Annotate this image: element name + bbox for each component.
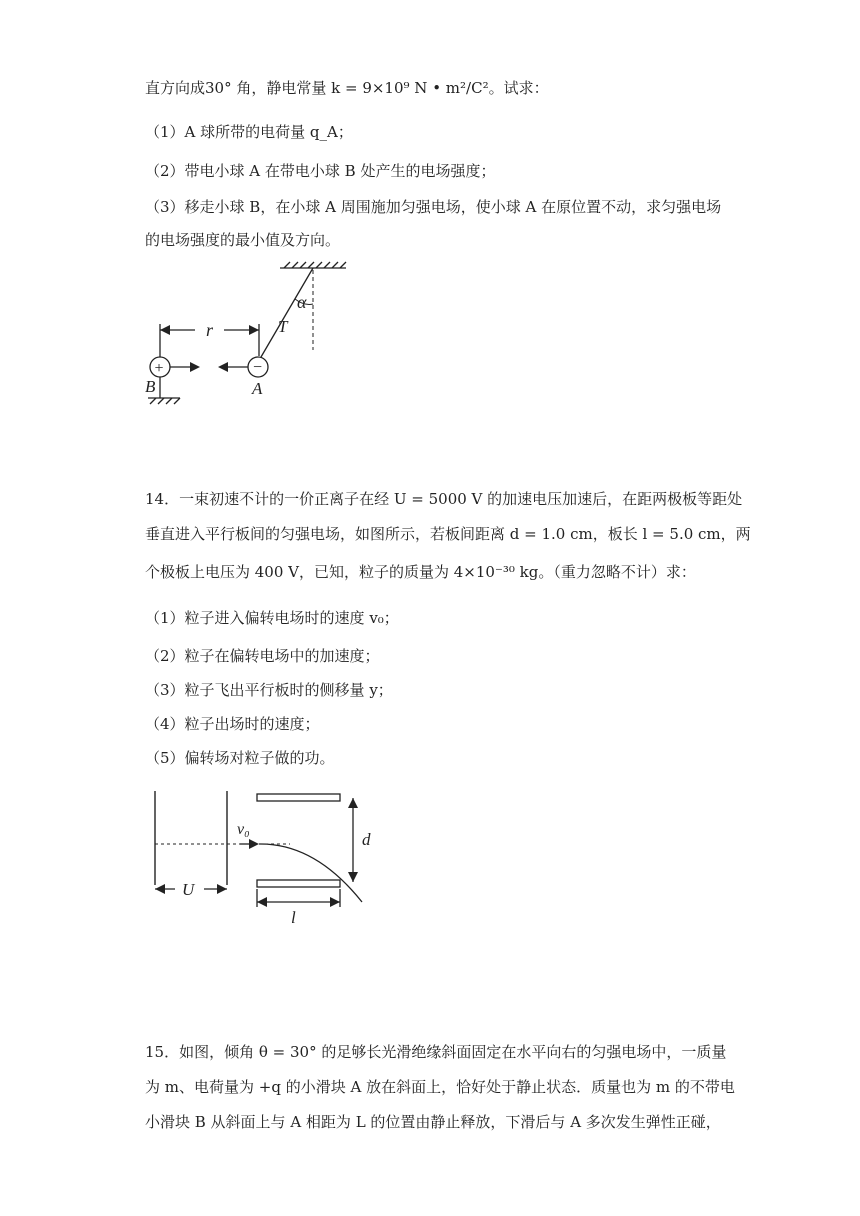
ball-a-sign: − (253, 359, 263, 376)
string (261, 268, 313, 357)
ball-b-label: B (145, 377, 156, 396)
l-label: l (291, 908, 296, 927)
q13-part-2: （2）带电小球 A 在带电小球 B 处产生的电场强度； (145, 162, 496, 180)
deflection-plate-bottom (257, 880, 340, 887)
ground-support (148, 398, 180, 404)
q14-part-5: （5）偏转场对粒子做的功。 (145, 749, 335, 767)
q14-part-3: （3）粒子飞出平行板时的侧移量 y； (145, 681, 393, 699)
q14-part-2: （2）粒子在偏转电场中的加速度； (145, 647, 380, 665)
U-label: U (182, 880, 195, 899)
q14-line-1: 14．一束初速不计的一价正离子在经 U = 5000 V 的加速电压加速后，在距两极板等距处 (145, 490, 743, 508)
ceiling-support (280, 262, 346, 268)
q13-part-1: （1）A 球所带的电荷量 q_A； (145, 123, 353, 141)
q15-line-1: 15．如图，倾角 θ = 30° 的足够长光滑绝缘斜面固定在水平向右的匀强电场中，一质量 (145, 1043, 727, 1061)
particle-trajectory (259, 844, 362, 902)
ball-b-sign: + (154, 360, 164, 377)
q13-intro: 直方向成30° 角，静电常量 k = 9×10⁹ N • m²/C²。试求： (145, 79, 549, 97)
q13-figure-pendulum (140, 258, 360, 418)
v0-label: v₀ (237, 821, 250, 838)
q14-part-4: （4）粒子出场时的速度； (145, 715, 320, 733)
q15-line-2: 为 m、电荷量为 +q 的小滑块 A 放在斜面上，恰好处于静止状态．质量也为 m 的不带电 (145, 1078, 735, 1096)
deflection-plate-top (257, 794, 340, 801)
q14-line-3: 个极板上电压为 400 V，已知，粒子的质量为 4×10⁻³⁰ kg。（重力忽略不计）求： (145, 563, 696, 581)
ball-a-label: A (252, 379, 263, 398)
d-label: d (362, 830, 371, 849)
tension-label: T (278, 317, 288, 336)
q13-part-3-cont: 的电场强度的最小值及方向。 (145, 231, 341, 249)
q13-part-3: （3）移走小球 B，在小球 A 周围施加匀强电场，使小球 A 在原位置不动，求匀强电场 (145, 198, 722, 216)
q15-line-3: 小滑块 B 从斜面上与 A 相距为 L 的位置由静止释放，下滑后与 A 多次发生弹性正碰， (145, 1113, 721, 1131)
q14-figure-deflection (140, 785, 400, 930)
distance-r-label: r (206, 320, 214, 340)
alpha-label: α (297, 292, 307, 312)
q14-line-2: 垂直进入平行板间的匀强电场，如图所示，若板间距离 d = 1.0 cm，板长 l = 5.0 cm，两 (145, 525, 751, 543)
q14-part-1: （1）粒子进入偏转电场时的速度 v₀； (145, 609, 399, 627)
